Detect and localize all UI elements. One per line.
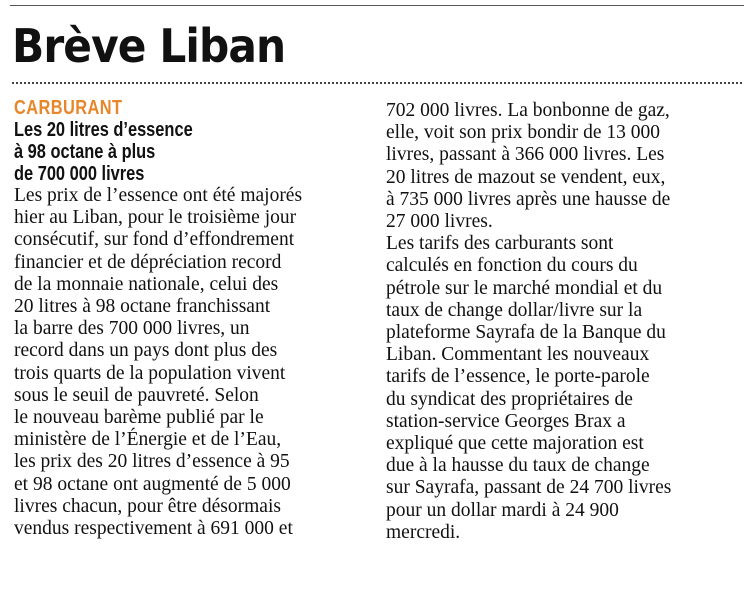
- dotted-divider: [12, 82, 742, 84]
- body-text-line: du syndicat des propriétaires de: [386, 388, 633, 410]
- body-text-line: taux de change dollar/livre sur la: [386, 299, 643, 321]
- top-rule: [10, 5, 744, 6]
- body-text-line: et 98 octane ont augmenté de 5 000: [14, 473, 291, 495]
- body-text-line: due à la hausse du taux de change: [386, 455, 650, 477]
- article-headline-line: de 700 000 livres: [14, 163, 145, 185]
- body-text-line: 27 000 livres.: [386, 211, 493, 233]
- body-text-line: ministère de l’Énergie et de l’Eau,: [14, 429, 282, 451]
- article-right-column: [386, 100, 730, 544]
- page-title: Brève Liban: [12, 19, 286, 73]
- body-text-line: 702 000 livres. La bonbonne de gaz,: [386, 100, 670, 121]
- article-body-left: [14, 185, 360, 540]
- body-text-line: calculés en fonction du cours du: [386, 255, 638, 277]
- body-text-line: tarifs de l’essence, le porte-parole: [386, 366, 650, 388]
- body-text-line: financier et de dépréciation record: [14, 251, 282, 273]
- body-text-line: consécutif, sur fond d’effondrement: [14, 229, 295, 251]
- body-text-line: Les prix de l’essence ont été majorés: [14, 185, 303, 206]
- body-text-line: sur Sayrafa, passant de 24 700 livres: [386, 477, 672, 499]
- body-text-line: Les tarifs des carburants sont: [386, 233, 614, 255]
- body-text-line: plateforme Sayrafa de la Banque du: [386, 322, 666, 344]
- body-text-line: mercredi.: [386, 521, 461, 543]
- body-text-line: la barre des 700 000 livres, un: [14, 318, 250, 340]
- body-text-line: sous le seuil de pauvreté. Selon: [14, 384, 259, 406]
- body-text-line: record dans un pays dont plus des: [14, 340, 278, 362]
- body-text-line: pétrole sur le marché mondial et du: [386, 277, 663, 299]
- article-body-right: [386, 100, 730, 544]
- body-text-line: les prix des 20 litres d’essence à 95: [14, 451, 290, 473]
- body-text-line: 20 litres de mazout se vendent, eux,: [386, 166, 666, 188]
- body-text-line: à 735 000 livres après une hausse de: [386, 188, 671, 210]
- body-text-line: de la monnaie nationale, celui des: [14, 273, 279, 295]
- body-text-line: expliqué que cette majoration est: [386, 433, 644, 455]
- article-headline-line: Les 20 litres d’essence: [14, 119, 193, 141]
- body-text-line: livres, passant à 366 000 livres. Les: [386, 144, 665, 166]
- article-left-column: [14, 97, 360, 540]
- body-text-line: 20 litres à 98 octane franchissant: [14, 296, 271, 318]
- body-text-line: le nouveau barème publié par le: [14, 407, 264, 429]
- body-text-line: trois quarts de la population vivent: [14, 362, 286, 384]
- body-text-line: livres chacun, pour être désormais: [14, 495, 281, 517]
- body-text-line: station-service Georges Brax a: [386, 410, 626, 432]
- body-text-line: Liban. Commentant les nouveaux: [386, 344, 650, 366]
- article-kicker: CARBURANT: [14, 97, 123, 119]
- body-text-line: pour un dollar mardi à 24 900: [386, 499, 619, 521]
- body-text-line: hier au Liban, pour le troisième jour: [14, 207, 297, 229]
- article-headline-line: à 98 octane à plus: [14, 141, 156, 163]
- body-text-line: elle, voit son prix bondir de 13 000: [386, 122, 661, 144]
- body-text-line: vendus respectivement à 691 000 et: [14, 518, 293, 540]
